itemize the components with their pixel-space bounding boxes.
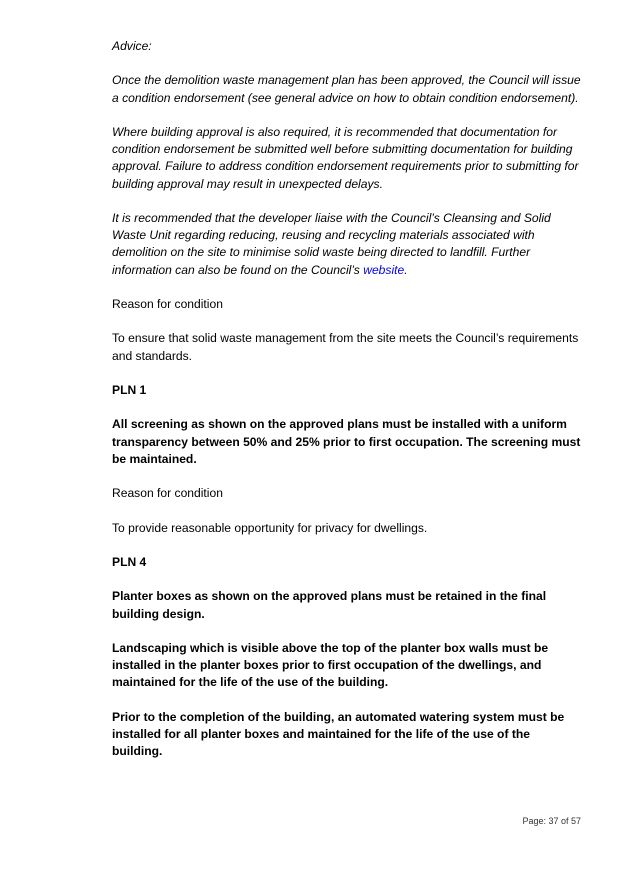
advice-paragraph-2: Where building approval is also required, it is recommended that documentation for condition endorsement be submitted well before submitting documentation for building approval. Failure to address condition endorsement requirements prior to submitting for building approval may result in unexpected delays. (112, 124, 579, 191)
condition-text-pln-4-para-3: Prior to the completion of the building, an automated watering system must be installed for all planter boxes and maintained for the life of the use of the building. (112, 709, 565, 759)
condition-heading-pln-1: PLN 1 (112, 382, 147, 397)
condition-text-pln-1: All screening as shown on the approved plans must be installed with a uniform transparency between 50% and 25% prior to first occupation. The screening must be maintained. (112, 417, 581, 466)
condition-heading-pln-4: PLN 4 (112, 554, 147, 569)
condition-text-pln-4-para-1: Planter boxes as shown on the approved plans must be retained in the final building design. (112, 589, 547, 621)
reason-for-condition-label: Reason for condition (112, 486, 223, 501)
website-link[interactable]: website (363, 262, 405, 277)
advice-paragraph-3-text: It is recommended that the developer liaise with the Council’s Cleansing and Solid Waste Unit regarding reducing, reusing and recycling materials associated with demolition on the site to minimise solid waste being directed to landfill. Further information can also be found on the Council’s (112, 210, 551, 277)
advice-heading: Advice: (112, 39, 152, 53)
page-number: Page: 37 of 57 (522, 816, 581, 826)
reason-for-condition-text: To ensure that solid waste management from the site meets the Council’s requirements and standards. (112, 331, 579, 363)
condition-text-pln-4-para-2: Landscaping which is visible above the top of the planter box walls must be installed in the planter boxes prior to first occupation of the dwellings, and maintained for the life of the use of the building. (112, 640, 549, 690)
advice-paragraph-1: Once the demolition waste management plan has been approved, the Council will issue a condition endorsement (see general advice on how to obtain condition endorsement). (112, 73, 581, 105)
document-page (112, 38, 582, 778)
advice-paragraph-3-end: . (404, 262, 408, 277)
reason-for-condition-label: Reason for condition (112, 296, 223, 311)
reason-for-condition-text: To provide reasonable opportunity for privacy for dwellings. (112, 520, 428, 535)
advice-paragraph-3 (112, 210, 582, 279)
